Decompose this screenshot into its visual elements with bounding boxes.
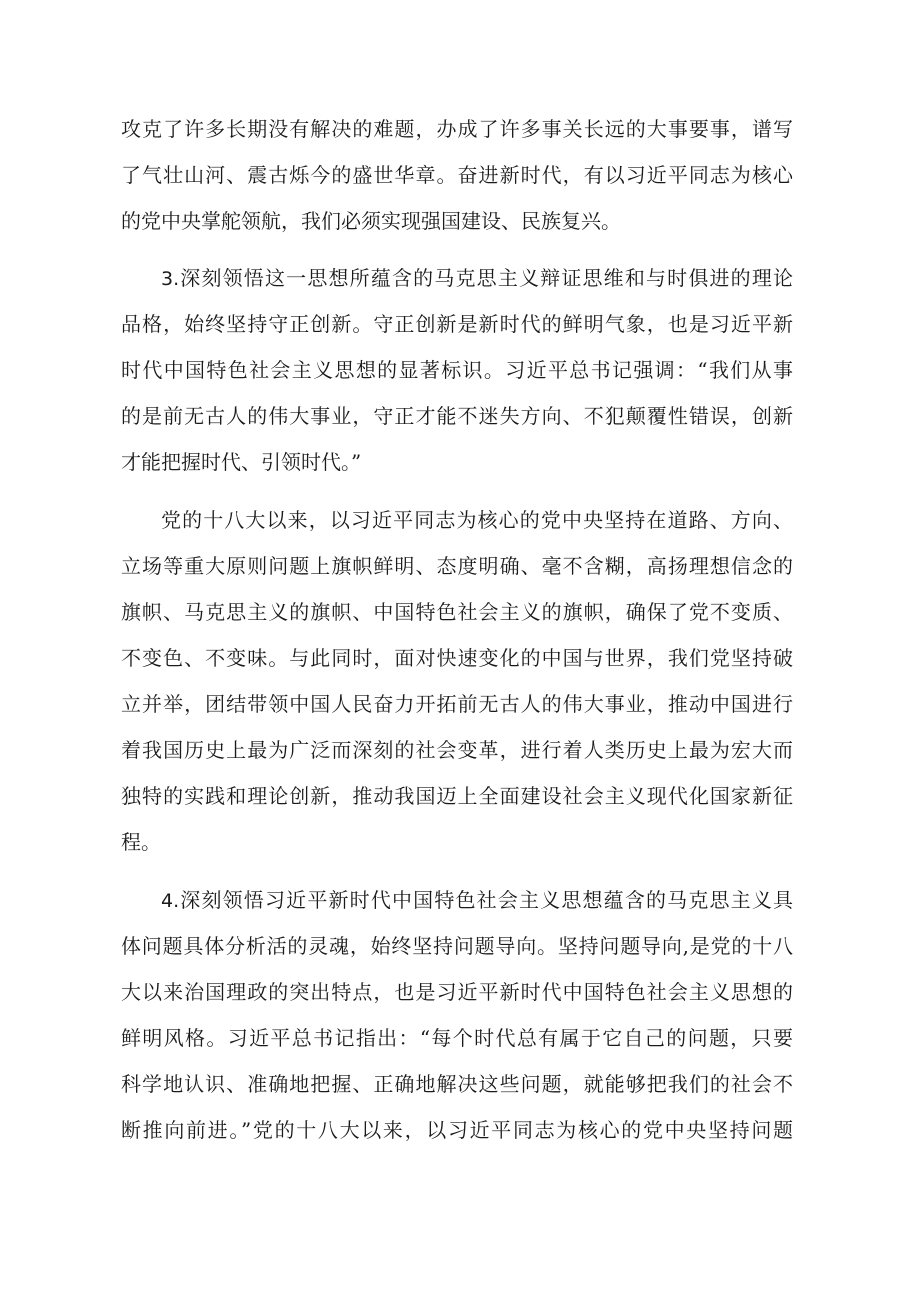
text-line: 断推向前进。”党的十八大以来，以习近平同志为核心的党中央坚持问题 [121,1118,793,1142]
text-line: 品格，始终坚持守正创新。守正创新是新时代的鲜明气象，也是习近平新 [121,312,793,336]
text-line: 了气壮山河、震古烁今的盛世华章。奋进新时代，有以习近平同志为核心 [121,163,793,187]
item-number: 3. [161,268,180,290]
item-number: 4. [161,890,180,912]
text-line: 鲜明风格。习近平总书记指出：“每个时代总有属于它自己的问题，只要 [121,1026,793,1050]
paragraph-1 [121,106,793,244]
text-line: 党的十八大以来，以习近平同志为核心的党中央坚持在道路、方向、 [161,508,793,532]
text-line: 大以来治国理政的突出特点，也是习近平新时代中国特色社会主义思想的 [121,980,793,1004]
text-line: 才能把握时代、引领时代。” [121,450,362,474]
text-line: 的是前无古人的伟大事业，守正才能不迷失方向、不犯颠覆性错误，创新 [121,404,793,428]
text-line-content: 深刻领悟这一思想所蕴含的马克思主义辩证思维和与时俱进的理论 [179,266,793,290]
text-line: 着我国历史上最为广泛而深刻的社会变革，进行着人类历史上最为宏大而 [121,738,793,762]
document-body [121,106,793,1167]
text-line: 时代中国特色社会主义思想的显著标识。习近平总书记强调：“我们从事 [121,358,793,382]
text-line: 不变色、不变味。与此同时，面对快速变化的中国与世界，我们党坚持破 [121,646,793,670]
paragraph-3 [121,497,793,865]
paragraph-4 [121,877,793,1153]
text-line: 独特的实践和理论创新，推动我国迈上全面建设社会主义现代化国家新征 [121,784,793,808]
text-line: 科学地认识、准确地把握、正确地解决这些问题，就能够把我们的社会不 [121,1072,793,1096]
text-line: 立场等重大原则问题上旗帜鲜明、态度明确、毫不含糊，高扬理想信念的 [121,554,793,578]
text-line: 体问题具体分析活的灵魂，始终坚持问题导向。坚持问题导向,是党的十八 [121,934,793,958]
text-line: 的党中央掌舵领航，我们必须实现强国建设、民族复兴。 [121,209,621,233]
text-line [121,877,793,923]
text-line: 立并举，团结带领中国人民奋力开拓前无古人的伟大事业，推动中国进行 [121,692,793,716]
text-line: 程。 [121,830,161,854]
text-line: 攻克了许多长期没有解决的难题，办成了许多事关长远的大事要事，谱写 [121,117,793,141]
text-line-content: 深刻领悟习近平新时代中国特色社会主义思想蕴含的马克思主义具 [179,888,793,912]
paragraph-2 [121,255,793,485]
text-line [121,255,793,301]
text-line: 旗帜、马克思主义的旗帜、中国特色社会主义的旗帜，确保了党不变质、 [121,600,793,624]
